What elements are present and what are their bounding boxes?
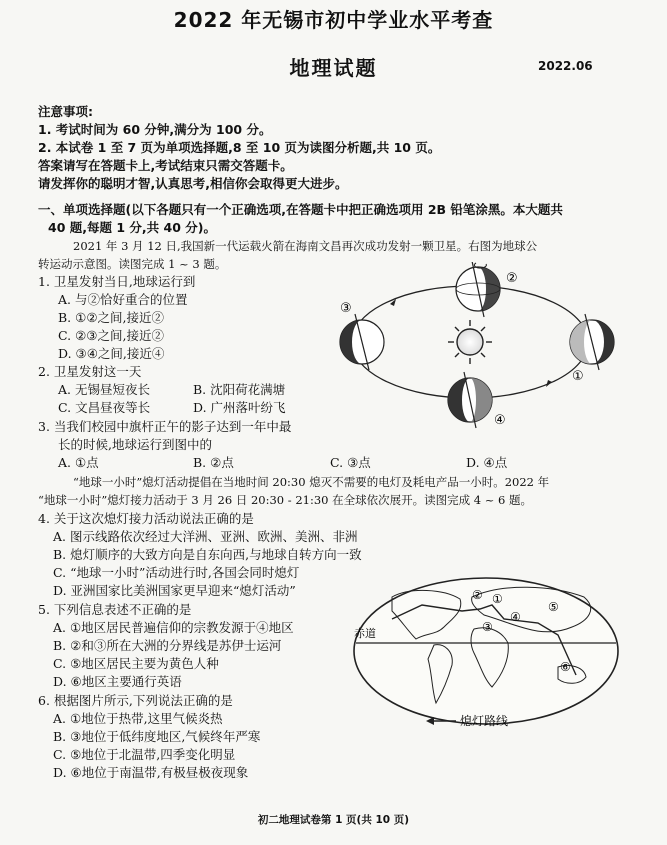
arrow-left-icon xyxy=(426,717,434,725)
marker-1: ① xyxy=(492,592,503,606)
question-6-option-a: A. ①地位于热带,这里气候炎热 xyxy=(53,711,223,726)
question-3-option-b: B. ②点 xyxy=(193,455,234,470)
marker-5: ⑤ xyxy=(548,600,559,614)
notice-line: 1. 考试时间为 60 分钟,满分为 100 分。 xyxy=(38,122,272,137)
question-3-option-a: A. ①点 xyxy=(58,455,99,470)
question-4-stem: 4. 关于这次熄灯接力活动说法正确的是 xyxy=(38,511,254,526)
page-footer: 初二地理试卷第 1 页(共 10 页) xyxy=(257,814,410,826)
marker-4: ④ xyxy=(510,610,521,624)
question-2-option-d: D. 广州落叶纷飞 xyxy=(193,400,286,415)
question-4-option-b: B. 熄灯顺序的大致方向是自东向西,与地球自转方向一致 xyxy=(53,547,362,562)
question-3-stem: 3. 当我们校园中旗杆正午的影子达到一年中最 xyxy=(38,419,292,434)
notice-line: 请发挥你的聪明才智,认真思考,相信你会取得更大进步。 xyxy=(38,176,348,191)
question-2-option-c: C. 文昌昼夜等长 xyxy=(58,400,151,415)
question-6-stem: 6. 根据图片所示,下列说法正确的是 xyxy=(38,693,233,708)
question-5-option-b: B. ②和③所在大洲的分界线是苏伊士运河 xyxy=(53,638,282,653)
notice-heading: 注意事项: xyxy=(38,104,93,119)
marker-3: ③ xyxy=(482,620,493,634)
earth-position-3-icon xyxy=(340,314,384,370)
label-position-3: ③ xyxy=(340,301,352,316)
exam-date: 2022.06 xyxy=(538,59,593,73)
intro-text-2: “地球一小时”熄灯接力活动于 3 月 26 日 20:30 - 21:30 在全球依次展开。读图完成 4 ~ 6 题。 xyxy=(38,493,533,507)
intro-text: 转运动示意图。读图完成 1 ~ 3 题。 xyxy=(38,257,227,271)
question-3-stem-cont: 长的时候,地球运行到图中的 xyxy=(58,437,212,452)
question-6-option-c: C. ⑤地位于北温带,四季变化明显 xyxy=(53,747,236,762)
question-1-option-b: B. ①②之间,接近② xyxy=(58,310,165,325)
question-2-option-a: A. 无锡昼短夜长 xyxy=(58,382,150,397)
exam-title: 2022 年无锡市初中学业水平考查 xyxy=(173,8,494,32)
question-4-option-a: A. 图示线路依次经过大洋洲、亚洲、欧洲、美洲、非洲 xyxy=(53,529,358,544)
notice-line: 2. 本试卷 1 至 7 页为单项选择题,8 至 10 页为读图分析题,共 10 页。 xyxy=(38,140,441,155)
question-1-option-a: A. 与②恰好重合的位置 xyxy=(58,292,188,307)
question-5-option-d: D. ⑥地区主要通行英语 xyxy=(53,674,182,689)
notice-line: 答案请写在答题卡上,考试结束只需交答题卡。 xyxy=(38,158,293,173)
marker-6: ⑥ xyxy=(560,660,571,674)
intro-text-2: “地球一小时”熄灯活动提倡在当地时间 20:30 熄灭不需要的电灯及耗电产品一小时。2022 年 xyxy=(73,475,550,489)
question-5-option-a: A. ①地区居民普遍信仰的宗教发源于④地区 xyxy=(53,620,294,635)
question-3-option-d: D. ④点 xyxy=(466,455,508,470)
question-1-option-d: D. ③④之间,接近④ xyxy=(58,346,165,361)
question-2-stem: 2. 卫星发射这一天 xyxy=(38,364,142,379)
intro-text: 2021 年 3 月 12 日,我国新一代运载火箭在海南文昌再次成功发射一颗卫星。右图为地球公 xyxy=(73,239,538,253)
label-position-2: ② xyxy=(506,271,518,286)
earth-revolution-diagram xyxy=(330,262,630,430)
question-4-option-c: C. “地球一小时”活动进行时,各国会同时熄灯 xyxy=(53,565,300,580)
earth-position-1-icon xyxy=(570,314,614,370)
question-6-option-b: B. ③地位于低纬度地区,气候终年严寒 xyxy=(53,729,261,744)
question-6-option-d: D. ⑥地位于南温带,有极昼极夜现象 xyxy=(53,765,249,780)
sun-icon xyxy=(448,320,492,364)
section-heading-cont: 40 题,每题 1 分,共 40 分)。 xyxy=(48,220,216,235)
equator-label: 赤道 xyxy=(354,627,376,640)
label-position-4: ④ xyxy=(494,413,506,428)
marker-2: ② xyxy=(472,588,483,602)
label-position-1: ① xyxy=(572,369,584,384)
earth-position-2-icon xyxy=(456,262,500,317)
world-map-diagram xyxy=(352,575,620,737)
question-1-stem: 1. 卫星发射当日,地球运行到 xyxy=(38,274,196,289)
question-1-option-c: C. ②③之间,接近② xyxy=(58,328,164,343)
question-5-stem: 5. 下列信息表述不正确的是 xyxy=(38,602,192,617)
section-heading: 一、单项选择题(以下各题只有一个正确选项,在答题卡中把正确选项用 2B 铅笔涂黑。本大题共 xyxy=(38,202,563,217)
earth-position-4-icon xyxy=(448,372,492,428)
route-legend-label: 熄灯路线 xyxy=(460,714,509,728)
question-3-option-c: C. ③点 xyxy=(330,455,371,470)
question-5-option-c: C. ⑤地区居民主要为黄色人种 xyxy=(53,656,219,671)
question-2-option-b: B. 沈阳荷花满塘 xyxy=(193,382,286,397)
exam-subtitle: 地理试题 xyxy=(289,56,378,80)
map-frame xyxy=(354,578,618,724)
question-4-option-d: D. 亚洲国家比美洲国家更早迎来“熄灯活动” xyxy=(53,583,296,598)
